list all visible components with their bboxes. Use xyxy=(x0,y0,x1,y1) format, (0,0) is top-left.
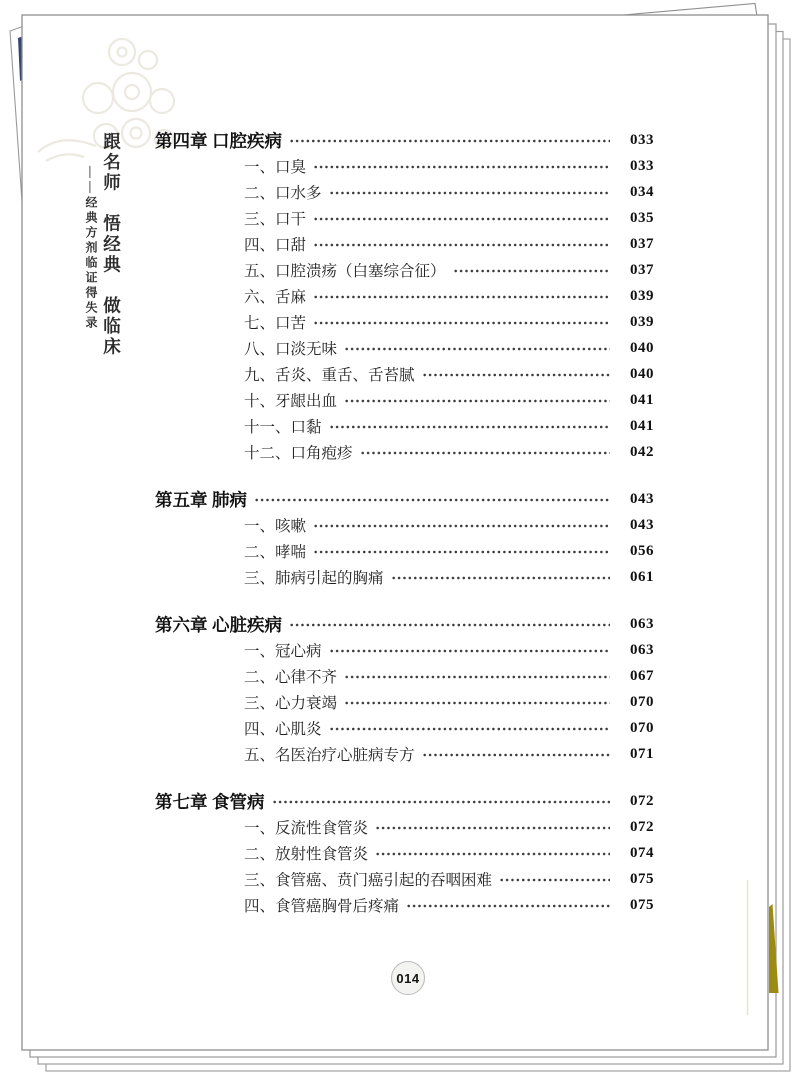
toc-item-row xyxy=(155,179,654,205)
dot-leader xyxy=(329,715,610,741)
toc-item-text: 五、口腔溃疡（白塞综合征） xyxy=(244,263,446,280)
dot-leader xyxy=(375,840,610,866)
toc-item-page: 041 xyxy=(630,391,654,408)
dot-leader xyxy=(313,283,610,309)
toc-item-text: 三、肺病引起的胸痛 xyxy=(244,570,384,587)
chapter-heading-row xyxy=(155,486,654,512)
chapter-title: 肺病 xyxy=(212,489,247,510)
toc-item-text: 十二、口角疱疹 xyxy=(244,445,353,462)
toc-item-page: 039 xyxy=(630,313,654,330)
toc-item-row xyxy=(155,892,654,918)
book-slogan-main: 跟名师 悟经典 做临床 xyxy=(101,132,122,358)
toc-item-text: 七、口苦 xyxy=(244,315,307,332)
dot-leader xyxy=(313,205,610,231)
chapter-label: 第七章 xyxy=(155,791,208,812)
chapter-block xyxy=(155,611,654,767)
toc-item-text: 二、哮喘 xyxy=(244,544,307,561)
folio-badge: 014 xyxy=(391,961,425,995)
book-slogan-sub: ——经典方剂临证得失录 xyxy=(84,166,98,331)
toc-item-page: 041 xyxy=(630,417,654,434)
dot-leader xyxy=(329,413,610,439)
toc-item-page: 063 xyxy=(630,641,654,658)
dot-leader xyxy=(453,257,610,283)
dot-leader xyxy=(272,788,611,814)
toc-item-row xyxy=(155,538,654,564)
toc-item-page: 043 xyxy=(630,516,654,533)
toc-item-text: 四、口甜 xyxy=(244,237,307,254)
toc-item-row xyxy=(155,413,654,439)
dot-leader xyxy=(313,538,610,564)
toc-item-page: 040 xyxy=(630,365,654,382)
chapter-title: 口腔疾病 xyxy=(212,130,282,151)
toc-item-row xyxy=(155,231,654,257)
toc-item-text: 一、咳嗽 xyxy=(244,518,307,535)
dot-leader xyxy=(422,361,610,387)
toc-item-page: 067 xyxy=(630,667,654,684)
dot-leader xyxy=(313,309,610,335)
dot-leader xyxy=(329,637,610,663)
toc-item-page: 061 xyxy=(630,568,654,585)
dot-leader xyxy=(375,814,610,840)
toc-item-row xyxy=(155,439,654,465)
toc-item-page: 034 xyxy=(630,183,654,200)
toc-item-page: 037 xyxy=(630,261,654,278)
toc-item-row xyxy=(155,689,654,715)
toc-item-text: 五、名医治疗心脏病专方 xyxy=(244,747,415,764)
toc-item-row xyxy=(155,840,654,866)
chapter-heading-row xyxy=(155,127,654,153)
chapter-page: 063 xyxy=(630,615,654,632)
chapter-page: 043 xyxy=(630,490,654,507)
toc-item-row xyxy=(155,335,654,361)
toc-item-page: 071 xyxy=(630,745,654,762)
toc-item-text: 三、食管癌、贲门癌引起的吞咽困难 xyxy=(244,872,493,889)
toc-item-page: 075 xyxy=(630,896,654,913)
dot-leader xyxy=(391,564,610,590)
toc-item-text: 二、口水多 xyxy=(244,185,322,202)
toc-item-row xyxy=(155,866,654,892)
dot-leader xyxy=(360,439,610,465)
dot-leader xyxy=(289,127,610,153)
dot-leader xyxy=(344,335,610,361)
dot-leader xyxy=(313,512,610,538)
dot-leader xyxy=(499,866,610,892)
chapter-page: 072 xyxy=(630,792,654,809)
toc-item-page: 056 xyxy=(630,542,654,559)
toc-item-row xyxy=(155,814,654,840)
toc-item-text: 三、心力衰竭 xyxy=(244,695,338,712)
toc-item-page: 074 xyxy=(630,844,654,861)
toc-page xyxy=(22,15,768,1050)
dot-leader xyxy=(289,611,610,637)
chapter-heading-row xyxy=(155,611,654,637)
toc-item-page: 070 xyxy=(630,693,654,710)
toc-item-page: 072 xyxy=(630,818,654,835)
toc-item-text: 一、口臭 xyxy=(244,159,307,176)
toc-item-row xyxy=(155,153,654,179)
dot-leader xyxy=(344,387,610,413)
dot-leader xyxy=(313,153,610,179)
toc-item-page: 040 xyxy=(630,339,654,356)
dot-leader xyxy=(344,689,610,715)
toc-item-row xyxy=(155,257,654,283)
toc-item-text: 三、口干 xyxy=(244,211,307,228)
dot-leader xyxy=(329,179,610,205)
chapter-page: 033 xyxy=(630,131,654,148)
toc-item-page: 042 xyxy=(630,443,654,460)
toc-item-row xyxy=(155,637,654,663)
toc-item-row xyxy=(155,663,654,689)
toc-item-row xyxy=(155,715,654,741)
toc-item-page: 075 xyxy=(630,870,654,887)
chapter-label: 第四章 xyxy=(155,130,208,151)
chapter-label: 第五章 xyxy=(155,489,208,510)
chapter-block xyxy=(155,486,654,590)
toc-item-text: 二、放射性食管炎 xyxy=(244,846,369,863)
dot-leader xyxy=(313,231,610,257)
toc-item-row xyxy=(155,205,654,231)
toc-item-text: 十一、口黏 xyxy=(244,419,322,436)
dot-leader xyxy=(406,892,610,918)
toc-item-row xyxy=(155,741,654,767)
toc xyxy=(155,127,654,918)
toc-item-page: 070 xyxy=(630,719,654,736)
toc-item-text: 八、口淡无味 xyxy=(244,341,338,358)
toc-item-row xyxy=(155,387,654,413)
toc-item-text: 六、舌麻 xyxy=(244,289,307,306)
chapter-block xyxy=(155,788,654,918)
chapter-block xyxy=(155,127,654,465)
toc-item-text: 十、牙龈出血 xyxy=(244,393,338,410)
toc-item-text: 一、冠心病 xyxy=(244,643,322,660)
dot-leader xyxy=(344,663,610,689)
toc-item-row xyxy=(155,564,654,590)
toc-item-text: 四、心肌炎 xyxy=(244,721,322,738)
toc-item-page: 039 xyxy=(630,287,654,304)
chapter-heading-row xyxy=(155,788,654,814)
toc-item-page: 037 xyxy=(630,235,654,252)
toc-item-text: 九、舌炎、重舌、舌苔腻 xyxy=(244,367,415,384)
toc-item-text: 一、反流性食管炎 xyxy=(244,820,369,837)
dot-leader xyxy=(422,741,610,767)
dot-leader xyxy=(254,486,610,512)
toc-item-row xyxy=(155,361,654,387)
chapter-label: 第六章 xyxy=(155,614,208,635)
toc-item-row xyxy=(155,309,654,335)
toc-item-page: 033 xyxy=(630,157,654,174)
chapter-title: 食管病 xyxy=(212,791,265,812)
toc-item-page: 035 xyxy=(630,209,654,226)
toc-item-text: 二、心律不齐 xyxy=(244,669,338,686)
toc-item-row xyxy=(155,283,654,309)
toc-item-text: 四、食管癌胸骨后疼痛 xyxy=(244,898,400,915)
chapter-title: 心脏疾病 xyxy=(212,614,282,635)
toc-item-row xyxy=(155,512,654,538)
